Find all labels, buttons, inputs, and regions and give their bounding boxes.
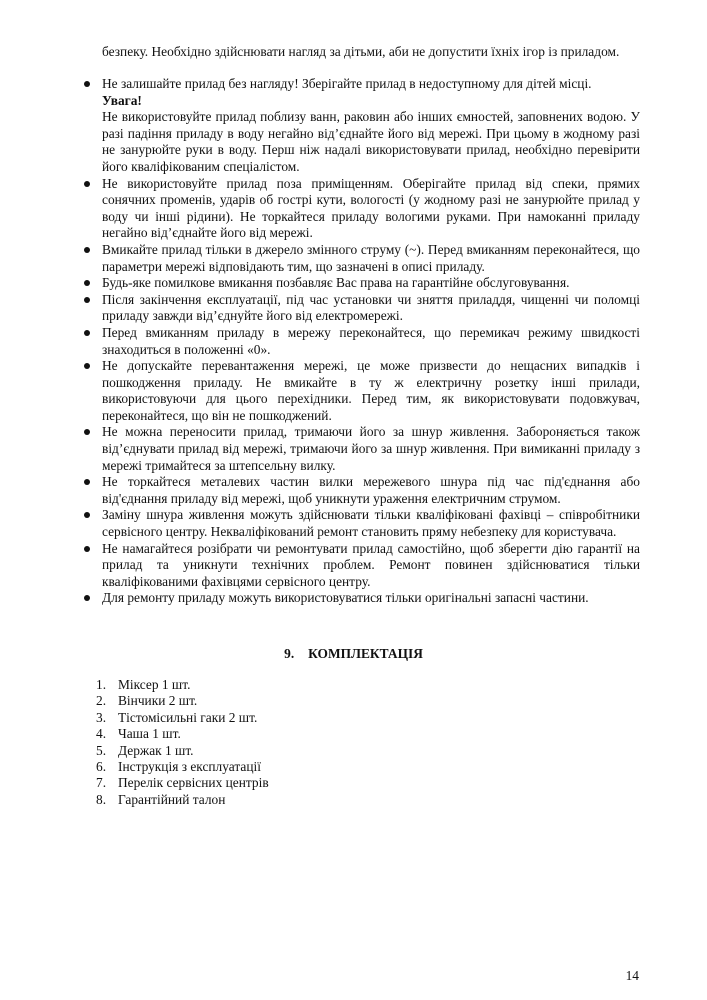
bullet-text: Не торкайтеся металевих частин вилки мережевого шнура під час під'єднання або від'єднання приладу від мережі, щоб уникнути ураження електричним струмом. — [102, 474, 640, 506]
bullet-icon — [84, 363, 90, 369]
contents-item — [96, 693, 269, 709]
bullet-item — [80, 242, 640, 275]
bullet-icon — [84, 297, 90, 303]
bullet-item — [80, 424, 640, 474]
bullet-icon — [84, 429, 90, 435]
bullet-item — [80, 325, 640, 358]
section-heading — [0, 646, 707, 662]
bullet-item — [80, 358, 640, 424]
bullet-text: Не намагайтеся розібрати чи ремонтувати прилад самостійно, щоб зберегти дію гарантії на прилад та уникнути технічних проблем. Ремонт повинен здійснюватися тільки кваліфікованими фахівцями сервісного центру. — [102, 540, 640, 589]
contents-item — [96, 743, 269, 759]
bullet-text: Не використовуйте прилад поза приміщенням. Оберігайте прилад від спеки, прямих сонячних променів, ударів об гострі кути, вологості (у жодному разі не занурюйте прилад у воду чи інші рідини). Не торкайтеся приладу вологими руками. При намоканні приладу негайно від’єднайте його від мережі. — [102, 175, 640, 241]
bullet-item — [80, 590, 640, 607]
contents-item-text: Перелік сервісних центрів — [118, 775, 269, 791]
contents-item-number: 8. — [96, 791, 107, 807]
bullet-icon — [84, 479, 90, 485]
bullet-icon — [84, 181, 90, 187]
contents-item-text: Інструкція з експлуатації — [118, 759, 261, 775]
bullet-item — [80, 176, 640, 242]
bullet-item — [80, 292, 640, 325]
intro-paragraph: безпеку. Необхідно здійснювати нагляд за дітьми, аби не допустити їхніх ігор із приладом. — [102, 44, 620, 59]
contents-item-number: 6. — [96, 759, 107, 775]
contents-list — [96, 677, 269, 808]
contents-item-text: Вінчики 2 шт. — [118, 693, 198, 709]
contents-item-text: Тістомісильні гаки 2 шт. — [118, 709, 258, 725]
contents-item-number: 3. — [96, 709, 107, 725]
bullet-text: Будь-яке помилкове вмикання позбавляє Вас права на гарантійне обслуговування. — [102, 275, 570, 291]
contents-item — [96, 775, 269, 791]
contents-item-text: Гарантійний талон — [118, 791, 226, 807]
bullet-text: Вмикайте прилад тільки в джерело змінного струму (~). Перед вмиканням переконайтеся, що параметри мережі відповідають тим, що зазначені в описі приладу. — [102, 241, 640, 274]
contents-item — [96, 710, 269, 726]
bullet-text: Не залишайте прилад без нагляду! Зберігайте прилад в недоступному для дітей місці. — [102, 76, 592, 91]
contents-item-number: 2. — [96, 693, 107, 709]
contents-item-number: 7. — [96, 775, 107, 791]
section-number: 9. — [284, 646, 295, 661]
contents-item-text: Міксер 1 шт. — [118, 677, 191, 692]
bullet-item — [80, 76, 640, 176]
bullet-icon — [84, 330, 90, 336]
contents-item-text: Держак 1 шт. — [118, 742, 194, 758]
contents-item-text: Чаша 1 шт. — [118, 726, 181, 742]
page-number: 14 — [625, 968, 639, 983]
bullet-text: Не можна переносити прилад, тримаючи його за шнур живлення. Забороняється також від’єднувати прилад від мережі, тримаючи його за шнур живлення. При вимиканні приладу з мережі тримайтеся за штепсельну вилку. — [102, 424, 640, 473]
contents-item — [96, 726, 269, 742]
bullet-text: Для ремонту приладу можуть використовуватися тільки оригінальні запасні частини. — [102, 590, 589, 606]
bullet-item — [80, 507, 640, 540]
contents-item — [96, 792, 269, 808]
bullet-icon — [84, 247, 90, 253]
bullet-icon — [84, 512, 90, 518]
bullet-icon — [84, 595, 90, 601]
bullet-item — [80, 474, 640, 507]
bullet-item — [80, 541, 640, 591]
contents-item-number: 4. — [96, 726, 107, 742]
warning-title: Увага! — [102, 92, 142, 108]
bullet-text: Заміну шнура живлення можуть здійснювати тільки кваліфіковані фахівці – співробітники сервісного центру. Некваліфікований ремонт становить пряму небезпеку для користувача. — [102, 507, 640, 540]
bullet-icon — [84, 81, 90, 87]
contents-item-number: 5. — [96, 742, 107, 758]
bullet-text: Не допускайте перевантаження мережі, це може призвести до нещасних випадків і пошкодження приладу. Не вмикайте в ту ж електричну розетку інші прилади, використовуючи для цього перехідники. Перед тим, як використовувати подовжувач, переконайтеся, що він не пошкоджений. — [102, 358, 640, 423]
bullet-text: Після закінчення експлуатації, під час установки чи зняття приладдя, чищенні чи поломці приладу завжди від’єднуйте його від електромережі. — [102, 291, 640, 324]
contents-item — [96, 759, 269, 775]
bullet-text: Перед вмиканням приладу в мережу переконайтеся, що перемикач режиму швидкості знаходиться в положенні «0». — [102, 324, 640, 357]
contents-item — [96, 677, 269, 693]
bullet-icon — [84, 280, 90, 286]
section-title: КОМПЛЕКТАЦІЯ — [308, 646, 423, 661]
warning-text: Не використовуйте прилад поблизу ванн, раковин або інших ємностей, заповнених водою. У разі падіння приладу в воду негайно від’єднайте його від мережі. При цьому в жодному разі не занурюйте руки в воду. Перш ніж надалі використовувати прилад, необхідно перевірити його кваліфікованим спеціалістом. — [102, 109, 640, 174]
safety-bullet-list — [80, 76, 640, 607]
bullet-item — [80, 275, 640, 292]
contents-item-number: 1. — [96, 677, 107, 692]
bullet-icon — [84, 546, 90, 552]
